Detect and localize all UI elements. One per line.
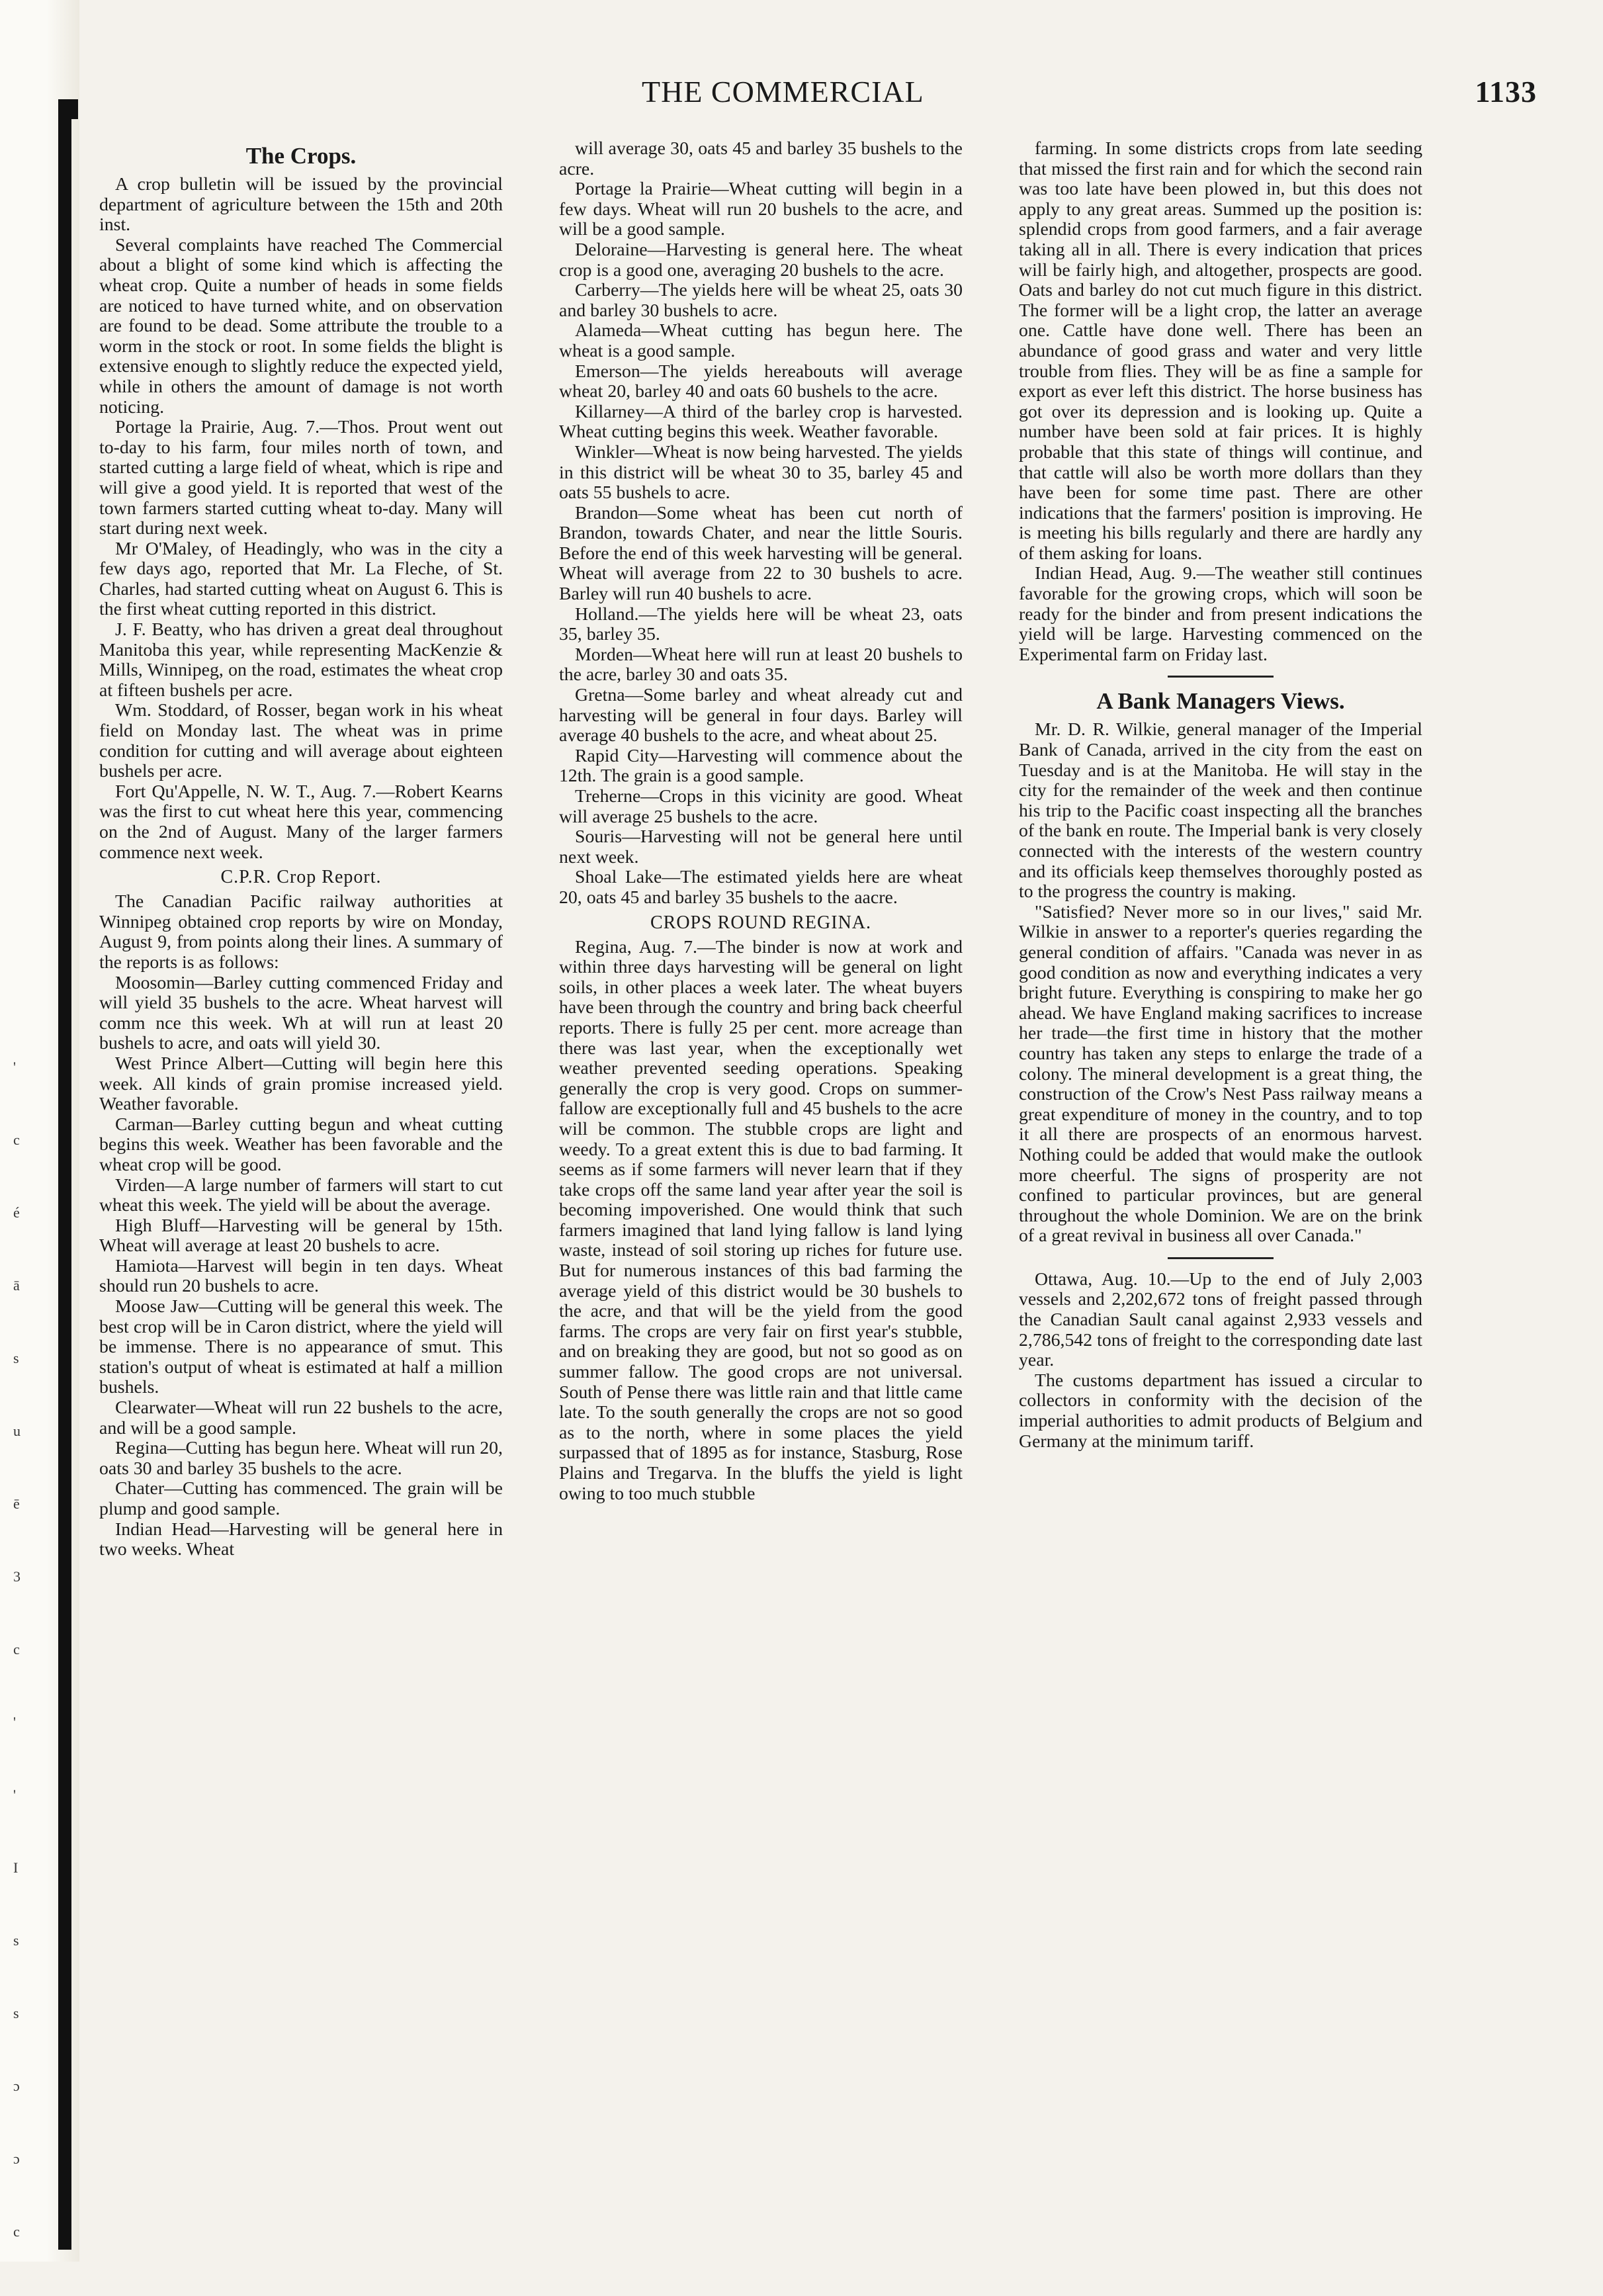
paragraph: West Prince Albert—Cutting will begin here this week. All kinds of grain promise increased yield. Weather favorable. [99,1053,503,1115]
paragraph: Morden—Wheat here will run at least 20 bushels to the acre, barley 30 and oats 35. [559,644,963,685]
paragraph: Regina, Aug. 7.—The binder is now at work and within three days harvesting will be general on light soils, in other places a week later. The wheat buyers have been through the country and bring back cheerful reports. There is fully 25 per cent. more acreage than there was last year, when the exceptionally wet weather prevented seeding operations. Speaking generally the crop is very good. Crops on summer-fallow are exceptionally full and 45 bushels to the acre will be common. The stubble crops are light and weedy. To a great extent this is due to bad farming. It seems as if some farmers will never learn that if they take crops off the same land year after year the soil is becoming impoverished. One would think that such farmers imagined that land lying fallow is land lying waste, instead of soil storing up riches for future use. But for numerous instances of this bad farming the average yield of this district would be 30 bushels to the acre, and that will be the yield from the good farms. The crops are very fair on first year's stubble, and on breaking they are good, but not so good as on summer fallow. The good crops are not universal. South of Pense there was little rain and that little came late. To the south generally the crops are not so good as to the north, where in some places the yield surpassed that of 1895 as for instance, Stasburg, Rose Plains and Tregarva. In the bluffs the yield is light owing to too much stubble [559,936,963,1504]
paragraph: Mr. D. R. Wilkie, general manager of the Imperial Bank of Canada, arrived in the city from the east on Tuesday and is at the Manitoba. He will stay in the city for the remainder of the week and then continue his trip to the Pacific coast inspecting all the branches of the bank en route. The Imperial bank is very closely connected with the interests of the western country and its officials keep themselves thoroughly posted as to the progress the country is making. [1019,719,1422,903]
margin-mark: s [13,1932,19,1949]
paragraph: Rapid City—Harvesting will commence about the 12th. The grain is a good sample. [559,745,963,787]
paragraph: Emerson—The yields hereabouts will average wheat 20, barley 40 and oats 60 bushels to the acre. [559,361,963,402]
paragraph: Chater—Cutting has commenced. The grain will be plump and good sample. [99,1478,503,1519]
margin-mark: ɔ [13,2150,20,2167]
section-divider [1168,1257,1274,1259]
margin-mark: s [13,1350,19,1366]
page-number: 1133 [1475,75,1537,109]
margin-mark: c [13,2223,20,2240]
publication-title: THE COMMERCIAL [642,75,924,109]
paragraph: Virden—A large number of farmers will start to cut wheat this week. The yield will be about the average. [99,1174,503,1216]
margin-mark: ' [13,1059,16,1075]
binding-edge [58,99,71,2250]
column-3 [1019,139,1422,1452]
binding-corner [58,99,78,119]
paragraph: Fort Qu'Appelle, N. W. T., Aug. 7.—Robert Kearns was the first to cut wheat here this year, commencing on the 2nd of August. Many of the larger farmers commence next week. [99,781,503,863]
paragraph: Clearwater—Wheat will run 22 bushels to the acre, and will be a good sample. [99,1397,503,1438]
margin-mark: é [13,1204,20,1221]
section-subheading: C.P.R. Crop Report. [220,867,382,888]
paragraph: Several complaints have reached The Commercial about a blight of some kind which is affecting the wheat crop. Quite a number of heads in some fields are noticed to have turned white, and on observation are found to be dead. Some attribute the trouble to a worm in the stock or root. In some fields the blight is extensive enough to slightly reduce the expected yield, while in others the amount of damage is not worth noticing. [99,234,503,418]
margin-mark: ' [13,1714,16,1730]
paragraph: Shoal Lake—The estimated yields here are wheat 20, oats 45 and barley 35 bushels to the aacre. [559,867,963,908]
paragraph: Portage la Prairie—Wheat cutting will begin in a few days. Wheat will run 20 bushels to the acre, and will be a good sample. [559,179,963,240]
page-header [99,74,1537,120]
article-body [1019,1270,1422,1452]
margin-mark: c [13,1131,20,1148]
margin-mark: u [13,1423,21,1439]
article-heading: A Bank Managers Views. [1096,688,1345,715]
paragraph: farming. In some districts crops from late seeding that missed the first rain and for which the second rain was too late have been plowed in, but this does not apply to any great areas. Summed up the position is: splendid crops from good farmers, and a fair average taking all in all. There is every indication that prices will be fairly high, and altogether, prospects are good. Oats and barley do not cut much figure in this district. The former will be a light crop, the latter an average one. Cattle have done well. There has been an abundance of good grass and water and very little trouble from flies. They will be as fine a sample for export as ever left this district. The horse business has got over its depression and is looking up. Quite a number have been sold at fair prices. It is highly probable that this state of things will continue, and that cattle will also be worth more dollars than they have been for some time past. There are other indications that the farmers' position is improving. He is meeting his bills regularly and there are hardly any of them asking for loans. [1019,138,1422,564]
paragraph: A crop bulletin will be issued by the provincial department of agriculture between the 15th and 20th inst. [99,174,503,236]
paragraph: Holland.—The yields here will be wheat 23, oats 35, barley 35. [559,603,963,645]
paragraph: Regina—Cutting has begun here. Wheat will run 20, oats 30 and barley 35 bushels to the acre. [99,1438,503,1479]
column-2 [559,139,963,1504]
margin-mark: 3 [13,1568,21,1585]
margin-mark: ā [13,1277,20,1294]
paragraph: J. F. Beatty, who has driven a great deal throughout Manitoba this year, while representing MacKenzie & Mills, Winnipeg, on the road, estimates the wheat crop at fifteen bushels per acre. [99,619,503,701]
paragraph: Portage la Prairie, Aug. 7.—Thos. Prout went out to-day to his farm, four miles north of town, and started cutting a large field of wheat, which is ripe and will give a good yield. It is reported that west of the town farmers started cutting wheat to-day. Many will start during next week. [99,417,503,539]
paragraph: Alameda—Wheat cutting has begun here. The wheat is a good sample. [559,320,963,361]
paragraph: The Canadian Pacific railway authorities at Winnipeg obtained crop reports by wire on Monday, August 9, from points along their lines. A summary of the reports is as follows: [99,891,503,973]
paragraph: Hamiota—Harvest will begin in ten days. Wheat should run 20 bushels to acre. [99,1255,503,1297]
paragraph: Wm. Stoddard, of Rosser, began work in his wheat field on Monday last. The wheat was in prime condition for cutting and will average about eighteen bushels per acre. [99,700,503,782]
article-body [99,175,503,863]
margin-mark: c [13,1641,20,1657]
column-1 [99,139,503,1560]
article-body [559,139,963,908]
paragraph: Treherne—Crops in this vicinity are good. Wheat will average 25 bushels to the acre. [559,786,963,827]
paragraph: Moose Jaw—Cutting will be general this week. The best crop will be in Caron district, where the yield will be immense. There is no appearance of smut. This station's output of wheat is estimated at half a million bushels. [99,1296,503,1398]
paragraph: Souris—Harvesting will not be general here until next week. [559,826,963,867]
paragraph: "Satisfied? Never more so in our lives," said Mr. Wilkie in answer to a reporter's queries regarding the general condition of affairs. "Canada was never in as good condition as now and everything indicates a very bright future. Everything is conspiring to make her go ahead. We have England making sacrifices to increase her trade—the first time in history that the mother country has taken any steps to enlarge the trade of a colony. The mineral development is a great thing, the construction of the Crow's Nest Pass railway means a great expenditure of money in the country, and to top it all there are prospects of an enormous harvest. Nothing could be added that would make the outlook more cheerful. The signs of prosperity are not confined to particular provinces, but are general throughout the whole Dominion. We are on the brink of a great revival in business all over Canada." [1019,901,1422,1247]
paragraph: Gretna—Some barley and wheat already cut and harvesting will be general in four days. Barley will average 40 bushels to the acre, and wheat about 25. [559,685,963,746]
article-body [1019,139,1422,665]
section-divider [1168,676,1274,678]
paragraph: High Bluff—Harvesting will be general by 15th. Wheat will average at least 20 bushels to acre. [99,1215,503,1257]
margin-mark: ē [13,1495,20,1512]
paragraph: will average 30, oats 45 and barley 35 bushels to the acre. [559,138,963,179]
paragraph: Killarney—A third of the barley crop is harvested. Wheat cutting begins this week. Weather favorable. [559,401,963,443]
margin-mark: ' [13,1787,16,1803]
paragraph: Deloraine—Harvesting is general here. The wheat crop is a good one, averaging 20 bushels to the acre. [559,239,963,281]
margin-mark: s [13,2005,19,2021]
paragraph: The customs department has issued a circular to collectors in conformity with the decision of the imperial authorities to admit products of Belgium and Germany at the minimum tariff. [1019,1370,1422,1452]
margin-marks [13,1059,53,2296]
article-heading: The Crops. [245,143,357,169]
paragraph: Carberry—The yields here will be wheat 25, oats 30 and barley 30 bushels to acre. [559,280,963,321]
article-body [1019,720,1422,1246]
paragraph: Ottawa, Aug. 10.—Up to the end of July 2,003 vessels and 2,202,672 tons of freight passed through the Canadian Sault canal against 2,933 vessels and 2,786,542 tons of freight to the corresponding date last year. [1019,1268,1422,1371]
section-subheading: CROPS ROUND REGINA. [650,912,872,933]
paragraph: Moosomin—Barley cutting commenced Friday and will yield 35 bushels to the acre. Wheat harvest will comm nce this week. Wh at will run at least 20 bushels to acre, and oats will yield 30. [99,972,503,1054]
margin-mark: I [13,1859,19,1876]
paragraph: Indian Head, Aug. 9.—The weather still continues favorable for the growing crops, which will soon be ready for the binder and from present indications the yield will be large. Harvesting commenced on the Experimental farm on Friday last. [1019,563,1422,665]
paragraph: Mr O'Maley, of Headingly, who was in the city a few days ago, reported that Mr. La Fleche, of St. Charles, had started cutting wheat on August 6. This is the first wheat cutting reported in this district. [99,538,503,620]
paragraph: Winkler—Wheat is now being harvested. The yields in this district will be wheat 30 to 35, barley 45 and oats 55 bushels to acre. [559,441,963,504]
article-body [559,938,963,1505]
paragraph: Carman—Barley cutting begun and wheat cutting begins this week. Weather has been favorable and the wheat crop will be good. [99,1114,503,1175]
paragraph: Indian Head—Harvesting will be general here in two weeks. Wheat [99,1519,503,1560]
margin-mark: ɔ [13,2078,20,2094]
paragraph: Brandon—Some wheat has been cut north of Brandon, towards Chater, and near the little Souris. Before the end of this week harvesting will be general. Wheat will average from 22 to 30 bushels to acre. Barley will run 40 bushels to acre. [559,502,963,605]
article-body [99,892,503,1560]
